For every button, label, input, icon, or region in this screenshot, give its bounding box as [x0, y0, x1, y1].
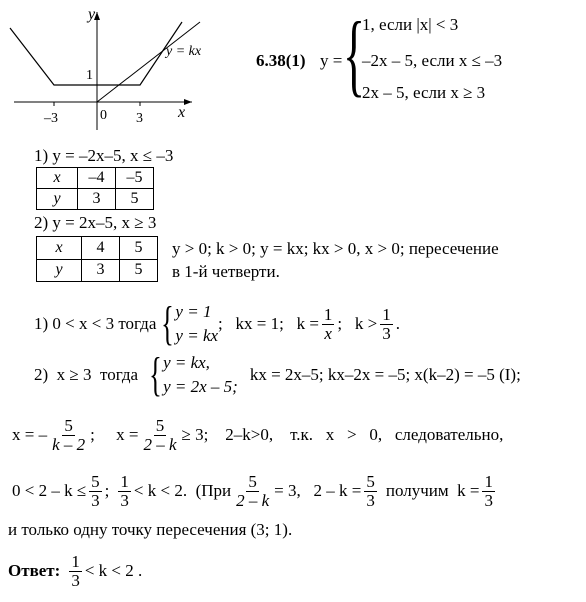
- case-b-line: [34, 350, 521, 400]
- x-axis-arrow: [184, 99, 192, 105]
- case-a-sys2: y = kx: [175, 326, 219, 345]
- line-label: y = kx: [166, 44, 202, 59]
- case-a-text1: ; kx = 1; k =: [218, 314, 319, 333]
- case-1: 1, если |x| < 3: [362, 15, 459, 34]
- x-axis-label: x: [178, 104, 186, 121]
- part2-note-line2: в 1-й четверти.: [172, 262, 280, 281]
- case-b-sys1: y = kx,: [163, 353, 210, 372]
- case-a-line: 1) 0 < x < 3 тогда { y = 1 y = kx ; kx = 1; k = $\frac{1}{x}$ ; k > $\frac{1}{3}$ .: [34, 297, 400, 350]
- system-brace: {: [343, 3, 366, 105]
- y-axis-label: y: [88, 6, 96, 23]
- case-2: –2x – 5, если x ≤ –3: [362, 51, 503, 70]
- part2-note-line1: y > 0; k > 0; y = kx; kx > 0, x > 0; пересечение: [172, 239, 499, 258]
- case-a-text2: ; k >: [337, 314, 378, 333]
- tick-label-1: 1: [86, 68, 93, 83]
- x-solution-line: x = – $\frac{5}{k - 2}$ ; x = $\frac{5}{2 - k}$ ≥ 3; 2–k>0, т.к. x > 0, следовательно,: [12, 415, 504, 454]
- part2-title: 2) y = 2x–5, x ≥ 3: [34, 213, 157, 232]
- single-intersection-line: и только одну точку пересечения (3; 1).: [8, 520, 293, 539]
- part1-table: x –4 –5 y 3 5: [36, 167, 154, 210]
- case-3: 2x – 5, если x ≥ 3: [362, 83, 486, 102]
- piecewise-function-curve: [10, 22, 182, 85]
- tick-label-0: 0: [100, 108, 107, 123]
- case-a-brace: {: [161, 297, 175, 350]
- line-y-kx: [97, 22, 200, 102]
- answer-tail: < k < 2 .: [84, 561, 143, 580]
- case-b-lead: 2) x ≥ 3 тогда: [34, 365, 139, 384]
- answer-line: Ответ: $\frac{1}{3}$ < k < 2 .: [8, 551, 143, 590]
- case-a-lead: 1) 0 < x < 3 тогда: [34, 314, 157, 333]
- problem-number: 6.38(1): [256, 51, 306, 70]
- case-b-rest: kx = 2x–5; kx–2x = –5; x(k–2) = –5 (I);: [249, 365, 521, 384]
- y-equals: y =: [320, 51, 343, 70]
- case-b-sys2: y = 2x – 5;: [163, 377, 238, 396]
- case-b-brace: {: [149, 348, 162, 401]
- part1-title: 1) y = –2x–5, x ≤ –3: [34, 146, 174, 165]
- tick-label-3: 3: [136, 111, 143, 126]
- answer-label: Ответ:: [8, 561, 61, 580]
- inequality-line: 0 < 2 – k ≤ $\frac{5}{3}$ ; $\frac{1}{3}$ < k < 2. (При $\frac{5}{2 - k}$ = 3, 2 – k = $\frac{5}{3}$ получим k = $\frac{1}{3}$: [12, 471, 493, 510]
- tick-label-neg3: –3: [44, 111, 58, 126]
- case-a-sys1: y = 1: [175, 302, 212, 321]
- part2-table: x 4 5 y 3 5: [36, 236, 158, 282]
- function-graph: [0, 0, 230, 135]
